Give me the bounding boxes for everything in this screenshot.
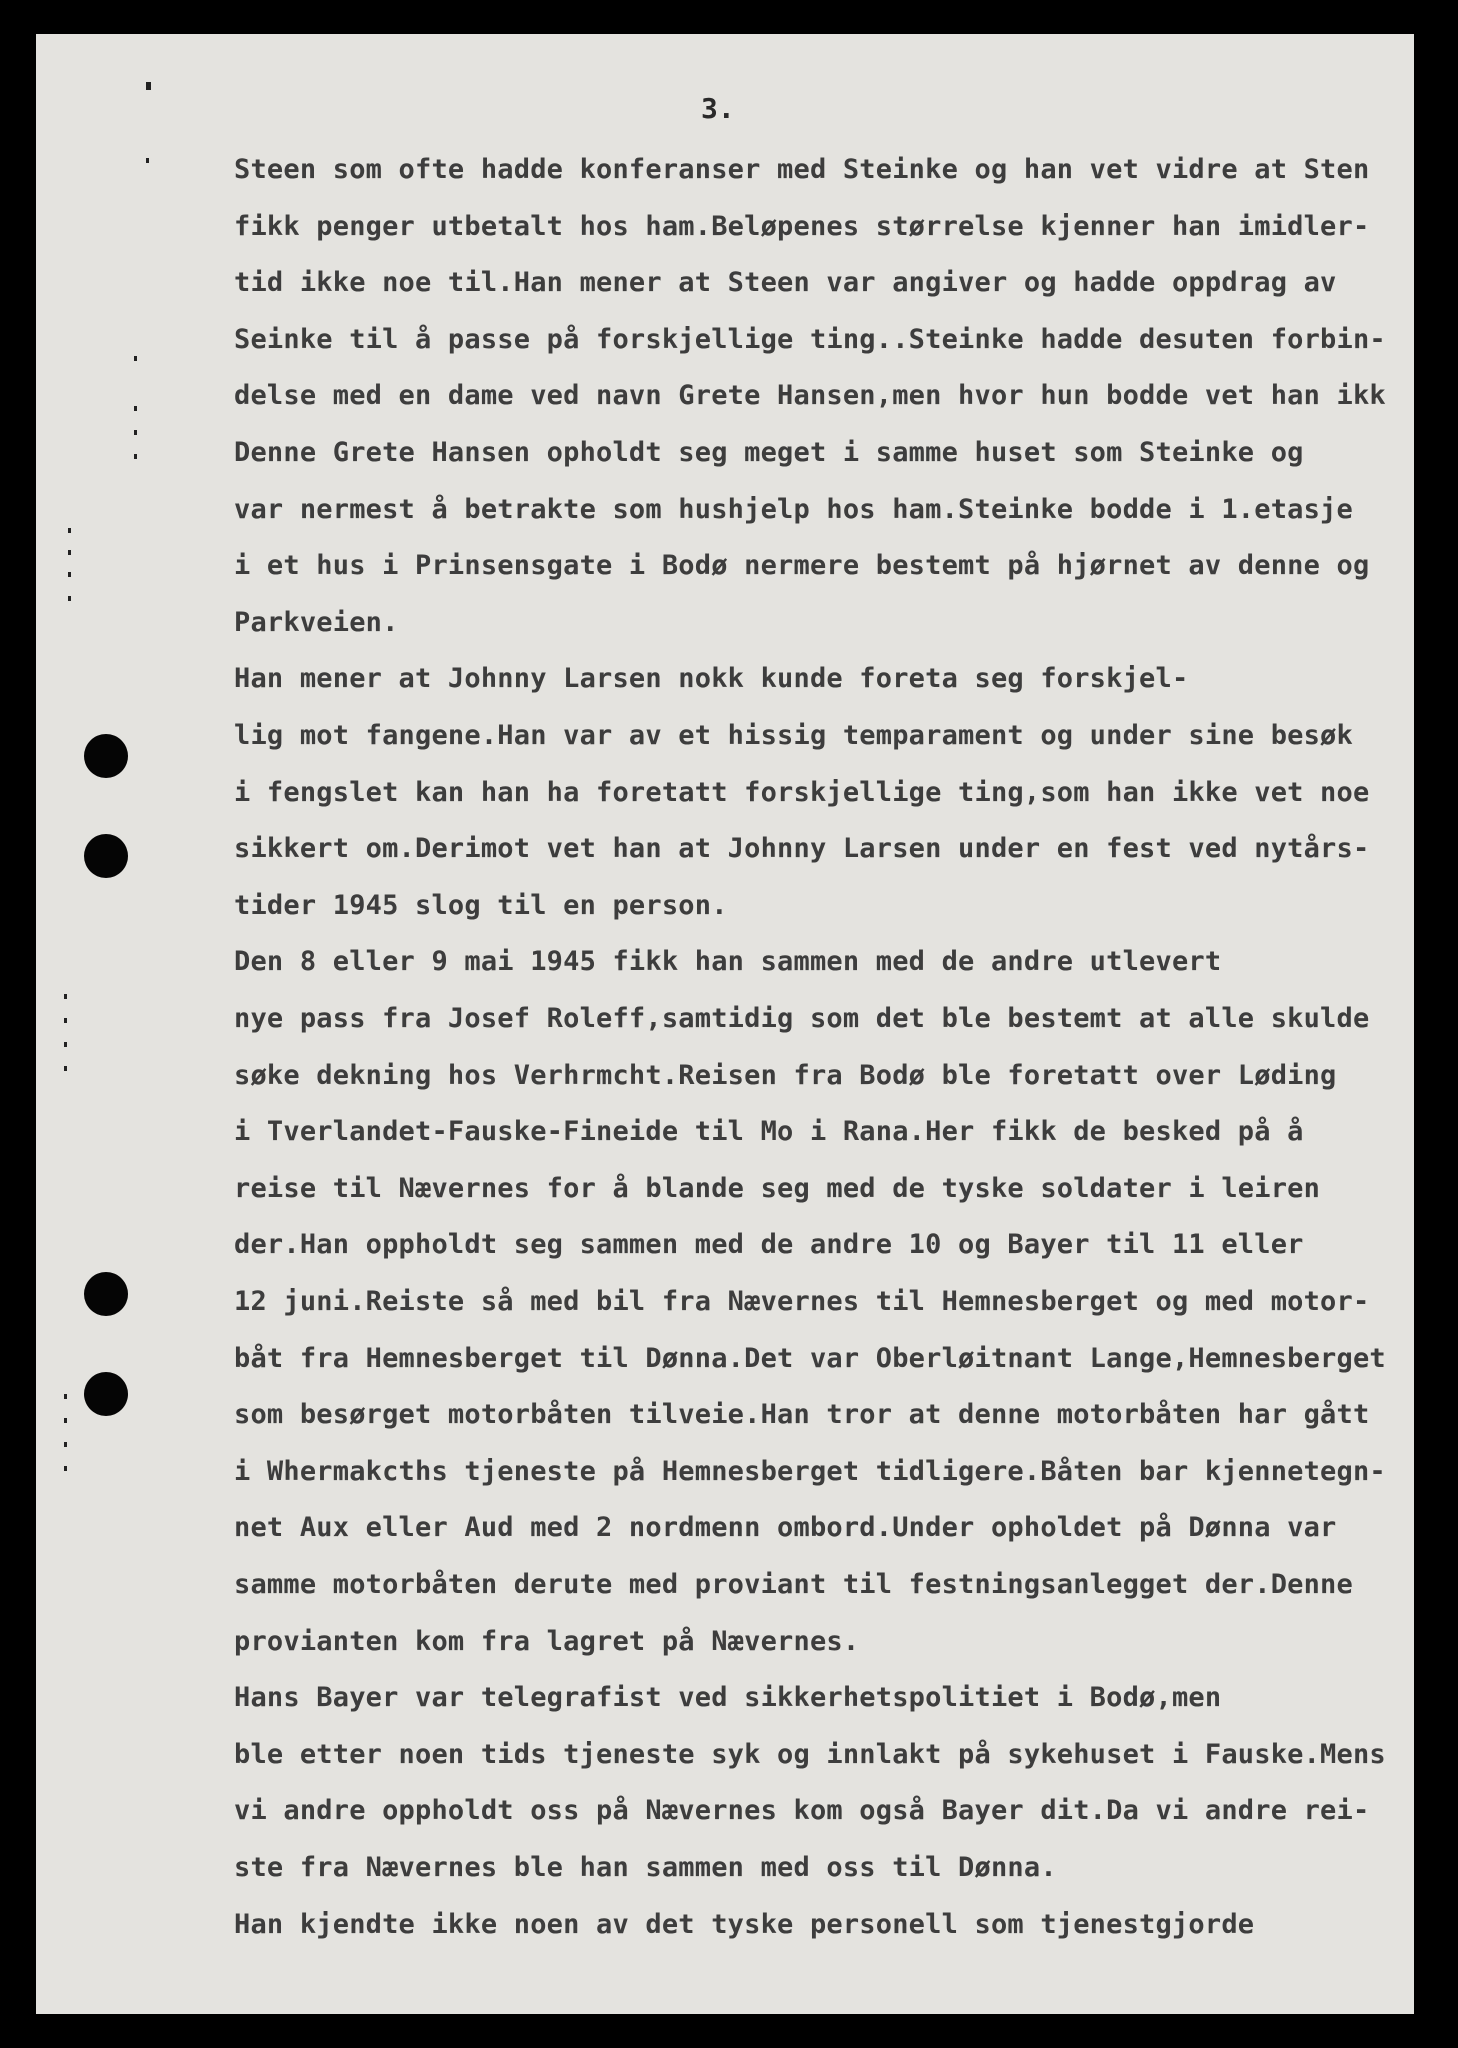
margin-mark <box>134 430 137 435</box>
margin-mark <box>64 1418 67 1423</box>
margin-mark <box>146 158 149 163</box>
text-line: Parkveien. <box>234 606 399 638</box>
text-line: nye pass fra Josef Roleff,samtidig som det ble bestemt at alle skulde <box>234 1003 1370 1034</box>
text-line: som besørget motorbåten tilveie.Han tror at denne motorbåten har gått <box>234 1399 1370 1431</box>
text-line: i fengslet kan han ha foretatt forskjellige ting,som han ikke vet noe <box>234 776 1370 808</box>
margin-mark <box>64 994 67 999</box>
text-line: var nermest å betrakte som hushjelp hos ham.Steinke bodde i 1.etasje <box>234 493 1353 525</box>
text-line: Seinke til å passe på forskjellige ting..Steinke hadde desuten forbin- <box>234 323 1386 355</box>
punch-hole <box>84 1372 128 1416</box>
text-line: Han mener at Johnny Larsen nokk kunde foreta seg forskjel- <box>234 663 1189 695</box>
text-line: båt fra Hemnesberget til Dønna.Det var Oberløitnant Lange,Hemnesberget <box>234 1342 1386 1374</box>
text-line: provianten kom fra lagret på Nævernes. <box>234 1625 860 1657</box>
margin-mark <box>64 1466 67 1471</box>
text-line: ble etter noen tids tjeneste syk og innlakt på sykehuset i Fauske.Mens <box>234 1738 1386 1770</box>
punch-hole <box>84 834 128 878</box>
margin-mark <box>68 596 71 601</box>
text-line: 12 juni.Reiste så med bil fra Nævernes til Hemnesberget og med motor- <box>234 1286 1370 1317</box>
text-line: i Tverlandet-Fauske-Fineide til Mo i Rana.Her fikk de besked på å <box>234 1116 1304 1148</box>
text-line: i Whermakcths tjeneste på Hemnesberget tidligere.Båten bar kjennetegn- <box>234 1455 1386 1487</box>
text-line: sikkert om.Derimot vet han at Johnny Larsen under en fest ved nytårs- <box>234 833 1370 865</box>
margin-mark <box>64 1442 67 1447</box>
text-line: samme motorbåten derute med proviant til festningsanlegget der.Denne <box>234 1569 1353 1600</box>
text-line: Den 8 eller 9 mai 1945 fikk han sammen med de andre utlevert <box>234 946 1222 978</box>
text-line: Hans Bayer var telegrafist ved sikkerhetspolitiet i Bodø,men <box>234 1682 1222 1714</box>
text-line: net Aux eller Aud med 2 nordmenn ombord.Under opholdet på Dønna var <box>234 1512 1337 1544</box>
margin-mark <box>64 1018 67 1023</box>
margin-mark <box>64 1394 67 1399</box>
text-line: vi andre oppholdt oss på Nævernes kom også Bayer dit.Da vi andre rei- <box>234 1795 1370 1827</box>
text-line: i et hus i Prinsensgate i Bodø nermere bestemt på hjørnet av denne og <box>234 550 1370 582</box>
margin-mark <box>134 356 137 361</box>
text-line: lig mot fangene.Han var av et hissig temparament og under sine besøk <box>234 720 1353 751</box>
text-line: tider 1945 slog til en person. <box>234 889 728 921</box>
text-line: Han kjendte ikke noen av det tyske personell som tjenestgjorde <box>234 1908 1255 1940</box>
margin-mark <box>68 528 71 533</box>
punch-hole <box>84 734 128 778</box>
margin-mark <box>64 1066 67 1071</box>
text-line: der.Han oppholdt seg sammen med de andre 10 og Bayer til 11 eller <box>234 1229 1304 1261</box>
punch-hole <box>84 1272 128 1316</box>
margin-mark <box>64 1042 67 1047</box>
text-line: søke dekning hos Verhrmcht.Reisen fra Bodø ble foretatt over Løding <box>234 1059 1337 1091</box>
text-line: delse med en dame ved navn Grete Hansen,men hvor hun bodde vet han ikk <box>234 380 1386 412</box>
text-line: fikk penger utbetalt hos ham.Beløpenes størrelse kjenner han imidler- <box>234 210 1370 242</box>
text-line: reise til Nævernes for å blande seg med de tyske soldater i leiren <box>234 1172 1321 1204</box>
margin-mark <box>68 572 71 577</box>
text-line: Denne Grete Hansen opholdt seg meget i samme huset som Steinke og <box>234 437 1304 468</box>
page-number: 3. <box>701 92 735 125</box>
text-line: tid ikke noe til.Han mener at Steen var angiver og hadde oppdrag av <box>234 267 1337 299</box>
margin-mark <box>68 550 71 555</box>
margin-mark <box>146 82 151 90</box>
document-page <box>36 34 1414 2014</box>
text-line: Steen som ofte hadde konferanser med Steinke og han vet vidre at Sten <box>234 154 1370 185</box>
margin-mark <box>134 406 137 411</box>
text-line: ste fra Nævernes ble han sammen med oss til Dønna. <box>234 1852 1057 1883</box>
margin-mark <box>134 454 137 459</box>
